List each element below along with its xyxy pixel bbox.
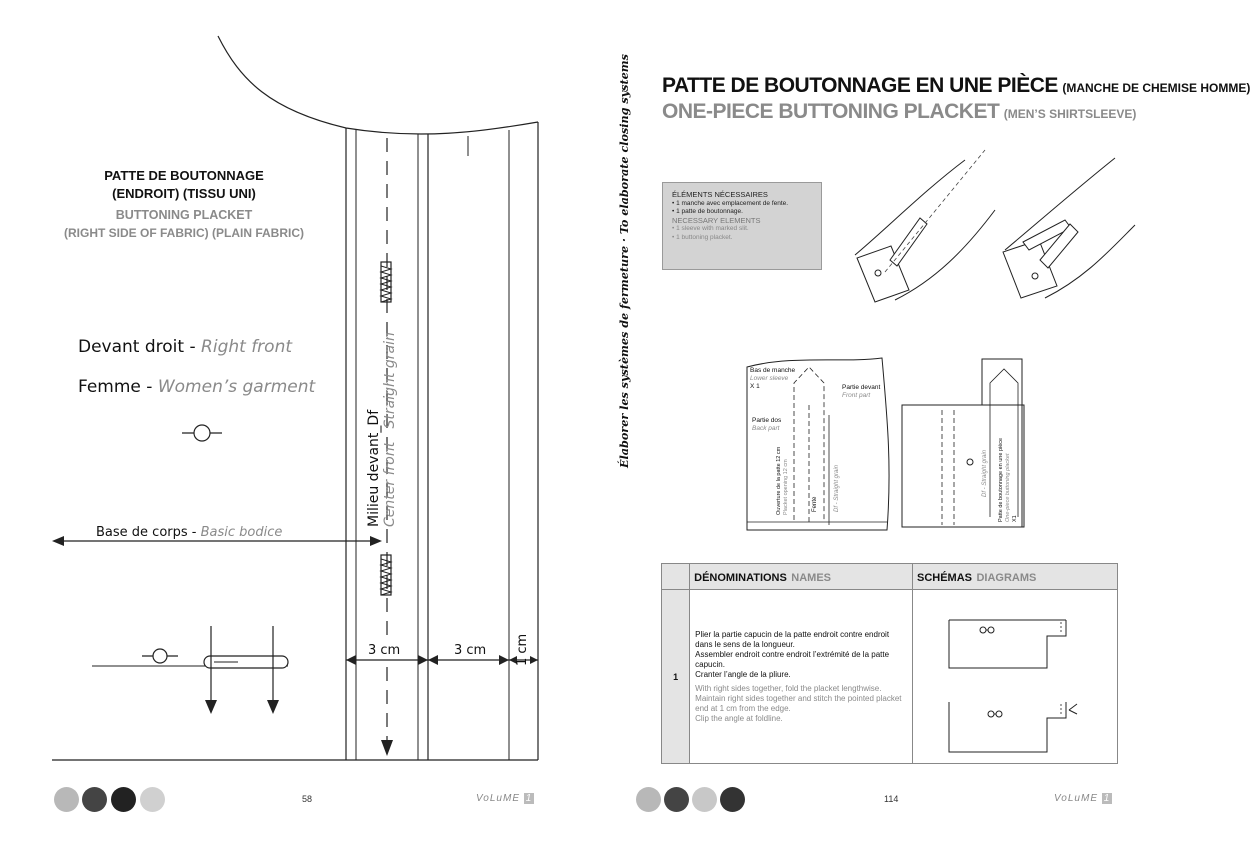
diagram-fente: Fente: [812, 496, 818, 512]
center-front-en: Center front: [382, 441, 398, 527]
volume-mark-left: [476, 793, 534, 804]
slit-en: Placket opening 12 cm: [783, 459, 789, 515]
volume-label-right: VoLuME: [1054, 793, 1098, 804]
step-number: 1: [662, 590, 690, 764]
step-text-fr-2: Assembler endroit contre endroit l’extrémité de la patte capucin.: [695, 649, 890, 669]
piece-label-en: Right front: [201, 337, 293, 357]
lower-sleeve-x1: X 1: [750, 383, 760, 390]
volume-mark-right: [1054, 793, 1112, 804]
placket-label-en: One-piece buttoning placket: [1005, 453, 1011, 522]
straight-grain-en: Straight grain: [382, 332, 398, 429]
figure-icon-right: [636, 787, 661, 812]
diagram-placket-df: Df - Straight grain: [982, 449, 988, 497]
piece-label-fr: Devant droit: [78, 337, 185, 357]
col2-en: DIAGRAMS: [976, 571, 1037, 584]
garment-label-sep: -: [140, 377, 158, 397]
col-header-names: [690, 564, 913, 590]
shirt-icon: [82, 787, 107, 812]
back-part-fr: Partie dos: [752, 417, 782, 424]
title-fr-paren: (MANCHE DE CHEMISE HOMME): [1062, 81, 1250, 95]
figure-icon: [54, 787, 79, 812]
back-part-en: Back part: [752, 425, 780, 432]
required-item-en-2: • 1 buttoning placket.: [672, 233, 733, 241]
title-en-main: ONE-PIECE BUTTONING PLACKET: [662, 100, 1000, 123]
required-heading-fr: ÉLÉMENTS NÉCESSAIRES: [672, 190, 768, 199]
bodice-label: [96, 523, 282, 541]
required-item-en-1: • 1 sleeve with marked slit.: [672, 225, 749, 232]
garment-label-fr: Femme: [78, 377, 141, 397]
center-front-label: [366, 332, 398, 527]
col1-fr: DÉNOMINATIONS: [694, 571, 787, 584]
step-text: [690, 590, 913, 764]
shirt-icon-right: [664, 787, 689, 812]
measure-seam-allowance: 1 cm: [515, 633, 530, 666]
slit-fr: Ouverture de la patte 12 cm: [776, 446, 782, 515]
placket-heading-en-line1: BUTTONING PLACKET: [115, 208, 253, 222]
lower-sleeve-en: Lower sleeve: [750, 375, 789, 382]
page-number-right: 114: [884, 794, 899, 804]
col2-fr: SCHÉMAS: [917, 571, 973, 584]
diagram-df-grain: Df - Straight grain: [834, 464, 840, 512]
diagram-front-part: [842, 384, 880, 400]
step-text-en-3: Clip the angle at foldline.: [695, 713, 783, 723]
diagram-slit-label: [776, 447, 790, 515]
placket-label-fr: Patte de boutonnage en une pièce: [998, 437, 1004, 522]
volume-number-left: 1: [525, 793, 533, 804]
garment-icon: [140, 787, 165, 812]
page-number-left: 58: [302, 794, 313, 804]
compass-icon-right: [692, 787, 717, 812]
required-heading-en: NECESSARY ELEMENTS: [672, 215, 761, 225]
bodice-label-sep: -: [187, 525, 201, 540]
steps-table: [661, 563, 1118, 764]
front-part-en: Front part: [842, 392, 871, 399]
diagram-lower-sleeve: [750, 367, 795, 391]
garment-label: [78, 377, 315, 397]
step-diagram-svg: [913, 590, 1117, 758]
front-part-fr: Partie devant: [842, 384, 881, 391]
placket-heading-fr-line2: (ENDROIT) (TISSU UNI): [112, 186, 256, 201]
title-fr: [662, 74, 1250, 98]
col1-en: NAMES: [791, 571, 832, 584]
bodice-label-en: Basic bodice: [200, 525, 283, 540]
diagram-back-part: [752, 417, 781, 433]
garment-icon-right: [720, 787, 745, 812]
measure-placket-width: 3 cm: [368, 643, 401, 658]
measure-facing-width: 3 cm: [454, 643, 487, 658]
step-text-fr-1: Plier la partie capucin de la patte endroit contre endroit dans le sens de la longueur.: [695, 629, 890, 649]
step-text-en-1: With right sides together, fold the placket lengthwise.: [695, 683, 882, 693]
step-diagrams: [913, 590, 1118, 764]
bodice-label-fr: Base de corps: [96, 525, 188, 540]
compass-icon: [111, 787, 136, 812]
center-front-fr: Milieu devant_Df: [366, 409, 382, 527]
volume-label-left: VoLuME: [476, 793, 520, 804]
step-text-fr-3: Cranter l’angle de la pliure.: [695, 669, 791, 679]
placket-heading-en-line2: (RIGHT SIDE OF FABRIC) (PLAIN FABRIC): [64, 226, 304, 240]
volume-number-right: 1: [1103, 793, 1111, 804]
step-text-en-2: Maintain right sides together and stitch the pointed placket end at 1 cm from the edge.: [695, 693, 902, 713]
title-en: [662, 100, 1136, 124]
piece-label: [78, 337, 292, 357]
col-header-diagrams: [913, 564, 1118, 590]
side-script: Élaborer les systèmes de fermeture · To elaborate closing systems: [617, 54, 631, 468]
sleeve-illustrations: [845, 140, 1135, 310]
garment-label-en: Women’s garment: [157, 377, 316, 397]
title-fr-main: PATTE DE BOUTONNAGE EN UNE PIÈCE: [662, 74, 1058, 97]
title-en-paren: (MEN’S SHIRTSLEEVE): [1003, 107, 1137, 121]
required-item-fr-1: • 1 manche avec emplacement de fente.: [672, 199, 789, 207]
required-elements-box: [662, 182, 822, 270]
placket-heading-fr-line1: PATTE DE BOUTONNAGE: [104, 168, 264, 183]
diagram-placket-label: [998, 438, 1019, 522]
placket-label-x1: X1: [1012, 515, 1018, 522]
piece-label-sep: -: [184, 337, 202, 357]
required-item-fr-2: • 1 patte de boutonnage.: [672, 208, 743, 215]
lower-sleeve-fr: Bas de manche: [750, 367, 796, 374]
